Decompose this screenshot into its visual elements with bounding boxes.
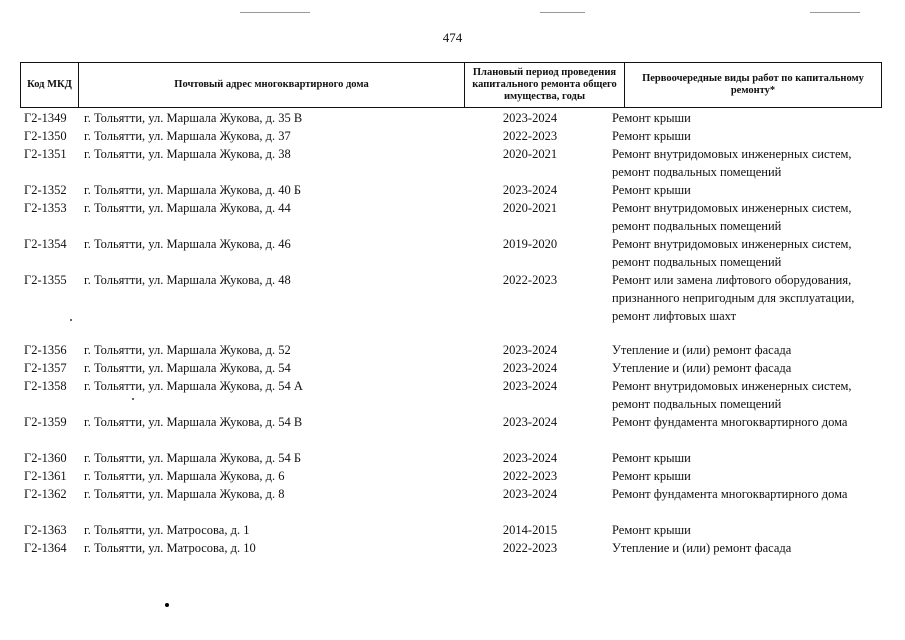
row-code: Г2-1357 [24, 361, 67, 375]
row-address: г. Тольятти, ул. Маршала Жукова, д. 48 [84, 273, 291, 287]
work-line: ремонт подвальных помещений [612, 255, 782, 269]
work-line: ремонт лифтовых шахт [612, 309, 737, 323]
row-address: г. Тольятти, ул. Маршала Жукова, д. 46 [84, 237, 291, 251]
row-works [612, 127, 892, 145]
work-line: признанного непригодным для эксплуатации, [612, 291, 855, 305]
work-line: Ремонт фундамента многоквартирного дома [612, 487, 848, 501]
header-code: Код МКД [27, 79, 72, 90]
work-line: Ремонт крыши [612, 129, 691, 143]
row-period: 2023-2024 [502, 183, 558, 197]
row-period: 2019-2020 [502, 237, 558, 251]
row-address: г. Тольятти, ул. Маршала Жукова, д. 8 [84, 487, 285, 501]
row-address: г. Тольятти, ул. Маршала Жукова, д. 37 [84, 129, 291, 143]
row-address: г. Тольятти, ул. Маршала Жукова, д. 54 Б [84, 451, 302, 465]
row-period: 2014-2015 [502, 523, 558, 537]
row-address: г. Тольятти, ул. Маршала Жукова, д. 52 [84, 343, 291, 357]
row-works [612, 109, 892, 127]
work-line: ремонт подвальных помещений [612, 165, 782, 179]
row-period: 2023-2024 [502, 451, 558, 465]
row-period: 2023-2024 [502, 343, 558, 357]
row-code: Г2-1363 [24, 523, 67, 537]
row-period: 2022-2023 [502, 469, 558, 483]
header-period: Плановый период проведения капитального ремонта общего имущества, годы [464, 63, 624, 107]
row-works [612, 145, 892, 181]
row-code: Г2-1364 [24, 541, 67, 555]
row-code: Г2-1350 [24, 129, 67, 143]
work-line: ремонт подвальных помещений [612, 397, 782, 411]
scan-speck [132, 398, 134, 400]
row-code: Г2-1362 [24, 487, 67, 501]
row-address: г. Тольятти, ул. Маршала Жукова, д. 38 [84, 147, 291, 161]
row-period: 2023-2024 [502, 379, 558, 393]
row-works [612, 449, 892, 467]
row-works [612, 485, 892, 503]
header-address: Почтовый адрес многоквартирного дома [78, 63, 464, 107]
row-period: 2020-2021 [502, 147, 558, 161]
work-line: Утепление и (или) ремонт фасада [612, 541, 792, 555]
row-code: Г2-1359 [24, 415, 67, 429]
row-code: Г2-1349 [24, 111, 67, 125]
row-period: 2022-2023 [502, 541, 558, 555]
row-code: Г2-1360 [24, 451, 67, 465]
work-line: Ремонт внутридомовых инженерных систем, [612, 237, 852, 251]
scan-speck [70, 319, 72, 321]
row-works [612, 271, 892, 325]
header-works: Первоочередные виды работ по капитальному ремонту* [624, 63, 881, 107]
work-line: Ремонт крыши [612, 469, 691, 483]
page-number: 474 [442, 30, 463, 45]
row-code: Г2-1351 [24, 147, 67, 161]
row-code: Г2-1358 [24, 379, 67, 393]
work-line: Ремонт крыши [612, 451, 691, 465]
row-works [612, 539, 892, 557]
row-period: 2023-2024 [502, 111, 558, 125]
row-code: Г2-1361 [24, 469, 67, 483]
work-line: Утепление и (или) ремонт фасада [612, 343, 792, 357]
row-period: 2023-2024 [502, 361, 558, 375]
row-works [612, 341, 892, 359]
row-period: 2023-2024 [502, 487, 558, 501]
row-address: г. Тольятти, ул. Маршала Жукова, д. 40 Б [84, 183, 302, 197]
row-period: 2022-2023 [502, 273, 558, 287]
scan-artifact-line [810, 12, 860, 13]
row-code: Г2-1355 [24, 273, 67, 287]
work-line: Ремонт внутридомовых инженерных систем, [612, 379, 852, 393]
row-code: Г2-1354 [24, 237, 67, 251]
row-code: Г2-1356 [24, 343, 67, 357]
row-code: Г2-1352 [24, 183, 67, 197]
row-address: г. Тольятти, ул. Маршала Жукова, д. 35 В [84, 111, 303, 125]
row-works [612, 377, 892, 413]
row-address: г. Тольятти, ул. Маршала Жукова, д. 6 [84, 469, 285, 483]
row-address: г. Тольятти, ул. Маршала Жукова, д. 54 [84, 361, 291, 375]
scan-speck [165, 603, 169, 607]
row-works [612, 521, 892, 539]
row-works [612, 413, 892, 431]
work-line: Ремонт крыши [612, 523, 691, 537]
work-line: Ремонт внутридомовых инженерных систем, [612, 147, 852, 161]
row-code: Г2-1353 [24, 201, 67, 215]
row-address: г. Тольятти, ул. Матросова, д. 10 [84, 541, 256, 555]
row-period: 2022-2023 [502, 129, 558, 143]
work-line: Ремонт внутридомовых инженерных систем, [612, 201, 852, 215]
work-line: Ремонт крыши [612, 111, 691, 125]
work-line: Ремонт крыши [612, 183, 691, 197]
row-address: г. Тольятти, ул. Матросова, д. 1 [84, 523, 250, 537]
work-line: Ремонт фундамента многоквартирного дома [612, 415, 848, 429]
work-line: Утепление и (или) ремонт фасада [612, 361, 792, 375]
row-address: г. Тольятти, ул. Маршала Жукова, д. 44 [84, 201, 291, 215]
work-line: Ремонт или замена лифтового оборудования, [612, 273, 852, 287]
row-works [612, 181, 892, 199]
row-address: г. Тольятти, ул. Маршала Жукова, д. 54 В [84, 415, 303, 429]
row-period: 2020-2021 [502, 201, 558, 215]
row-works [612, 199, 892, 235]
scan-artifact-line [540, 12, 585, 13]
work-line: ремонт подвальных помещений [612, 219, 782, 233]
row-address: г. Тольятти, ул. Маршала Жукова, д. 54 А [84, 379, 303, 393]
scan-artifact-line [240, 12, 310, 13]
row-works [612, 359, 892, 377]
row-works [612, 467, 892, 485]
table-header [20, 62, 882, 108]
row-works [612, 235, 892, 271]
row-period: 2023-2024 [502, 415, 558, 429]
